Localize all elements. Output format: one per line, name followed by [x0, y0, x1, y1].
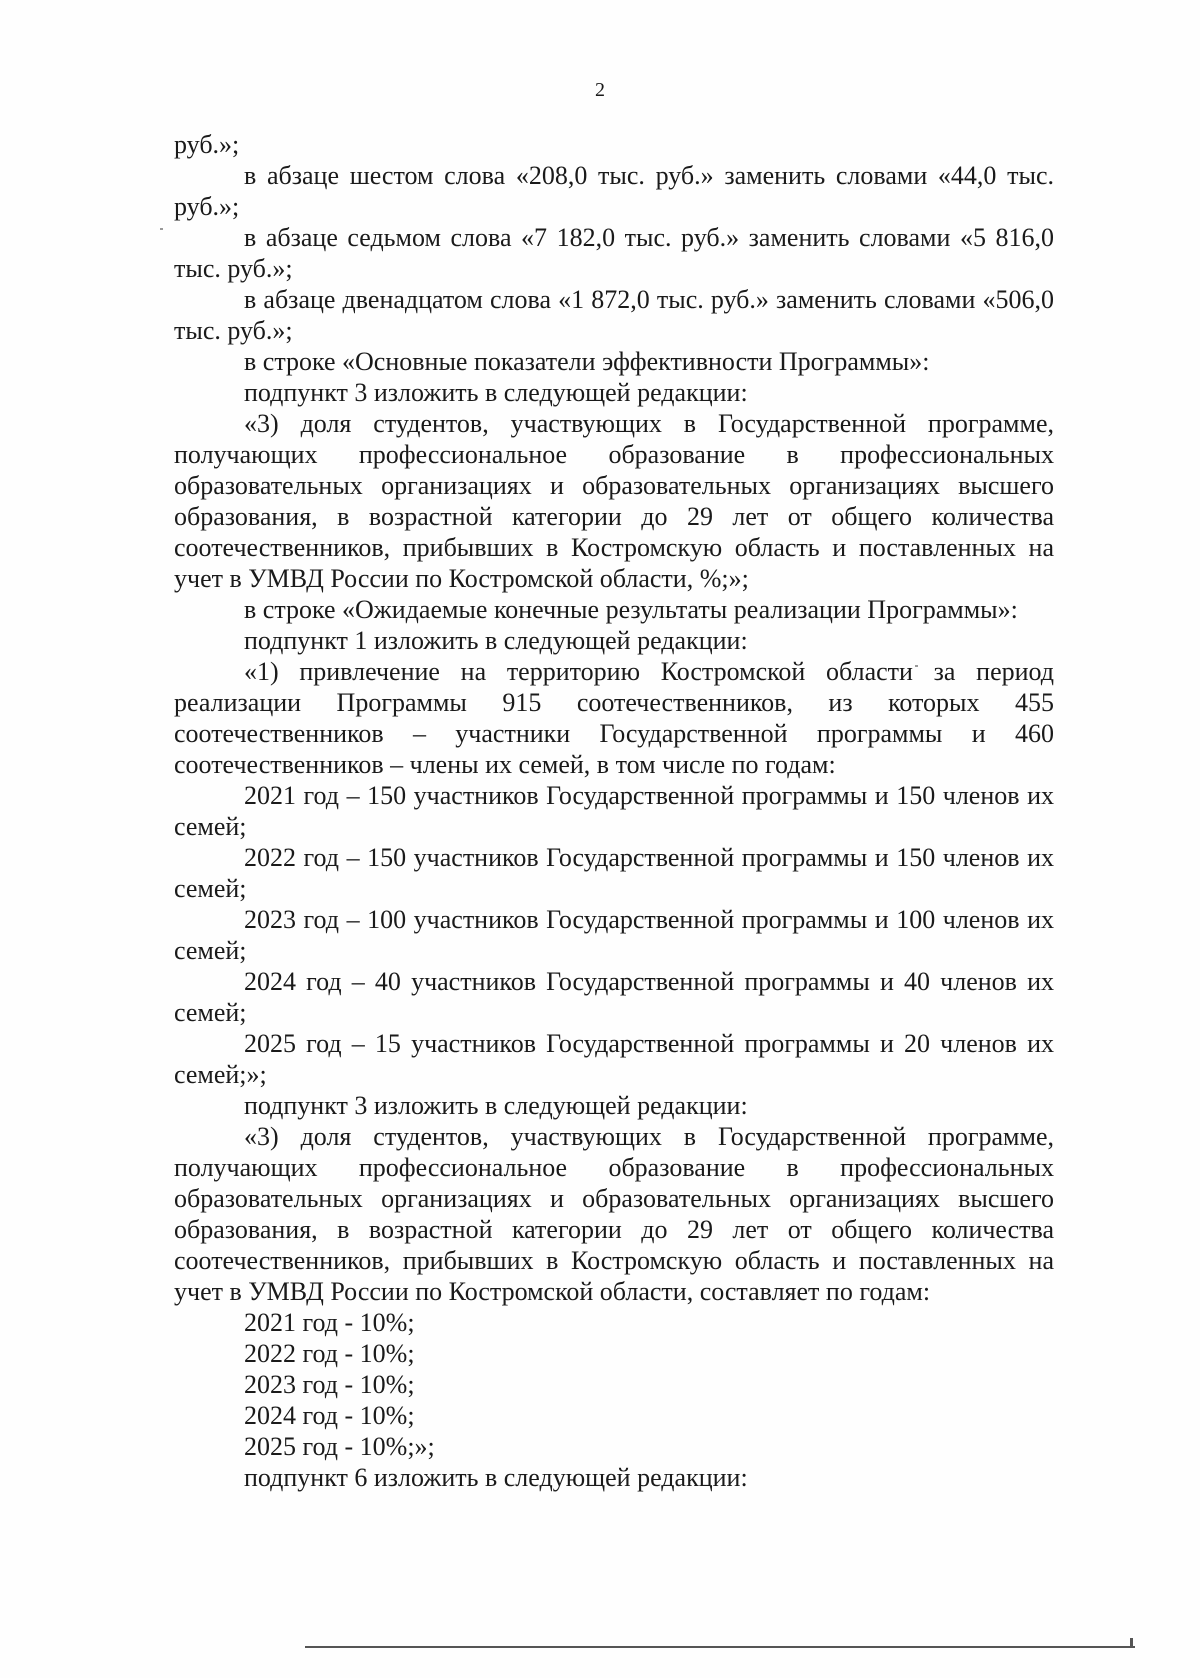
- paragraph: подпункт 6 изложить в следующей редакции:: [244, 1463, 748, 1492]
- paragraph: в абзаце седьмом слова «7 182,0 тыс. руб.» заменить словами «5 816,0 тыс. руб.»;: [174, 223, 1054, 283]
- paragraph: 2025 год - 10%;»;: [244, 1432, 435, 1461]
- paragraph: подпункт 1 изложить в следующей редакции:: [244, 626, 748, 655]
- paragraph: в строке «Основные показатели эффективности Программы»:: [244, 347, 930, 376]
- paragraph: 2023 год – 100 участников Государственной программы и 100 членов их семей;: [174, 905, 1054, 965]
- paragraph: подпункт 3 изложить в следующей редакции:: [244, 1091, 748, 1120]
- bottom-divider: [305, 1646, 1135, 1648]
- paragraph: 2024 год – 40 участников Государственной программы и 40 членов их семей;: [174, 967, 1054, 1027]
- paragraph: 2023 год - 10%;: [244, 1370, 415, 1399]
- paragraph: 2025 год – 15 участников Государственной программы и 20 членов их семей;»;: [174, 1029, 1054, 1089]
- paragraph: 2022 год - 10%;: [244, 1339, 415, 1368]
- paragraph: в абзаце шестом слова «208,0 тыс. руб.» заменить словами «44,0 тыс. руб.»;: [174, 161, 1054, 221]
- page-number: 2: [595, 79, 605, 101]
- paragraph: 2022 год – 150 участников Государственной программы и 150 членов их семей;: [174, 843, 1054, 903]
- paragraph: в строке «Ожидаемые конечные результаты реализации Программы»:: [244, 595, 1018, 624]
- bottom-divider-tick: [1130, 1638, 1133, 1648]
- document-body: [174, 129, 1054, 1493]
- paragraph: в абзаце двенадцатом слова «1 872,0 тыс. руб.» заменить словами «506,0 тыс. руб.»;: [174, 285, 1054, 345]
- paragraph: 2021 год - 10%;: [244, 1308, 415, 1337]
- paragraph: 2021 год – 150 участников Государственной программы и 150 членов их семей;: [174, 781, 1054, 841]
- paragraph: подпункт 3 изложить в следующей редакции:: [244, 378, 748, 407]
- paragraph: «3) доля студентов, участвующих в Государственной программе, получающих профессиональное образование в профессиональных образовательных организациях и образовательных организациях высшего образования, в возрастной категории до 29 лет от общего количества соотечественников, прибывших в Костромскую область и поставленных на учет в УМВД России по Костромской области, составляет по годам:: [174, 1122, 1054, 1306]
- paragraph: руб.»;: [174, 130, 240, 159]
- paragraph: «3) доля студентов, участвующих в Государственной программе, получающих профессиональное образование в профессиональных образовательных организациях и образовательных организациях высшего образования, в возрастной категории до 29 лет от общего количества соотечественников, прибывших в Костромскую область и поставленных на учет в УМВД России по Костромской области, %;»;: [174, 409, 1054, 593]
- paragraph: «1) привлечение на территорию Костромской области за период реализации Программы 915 соотечественников, из которых 455 соотечественников – участники Государственной программы и 460 соотечественников – члены их семей, в том числе по годам:: [174, 657, 1054, 779]
- scan-speck: [160, 228, 163, 230]
- paragraph: 2024 год - 10%;: [244, 1401, 415, 1430]
